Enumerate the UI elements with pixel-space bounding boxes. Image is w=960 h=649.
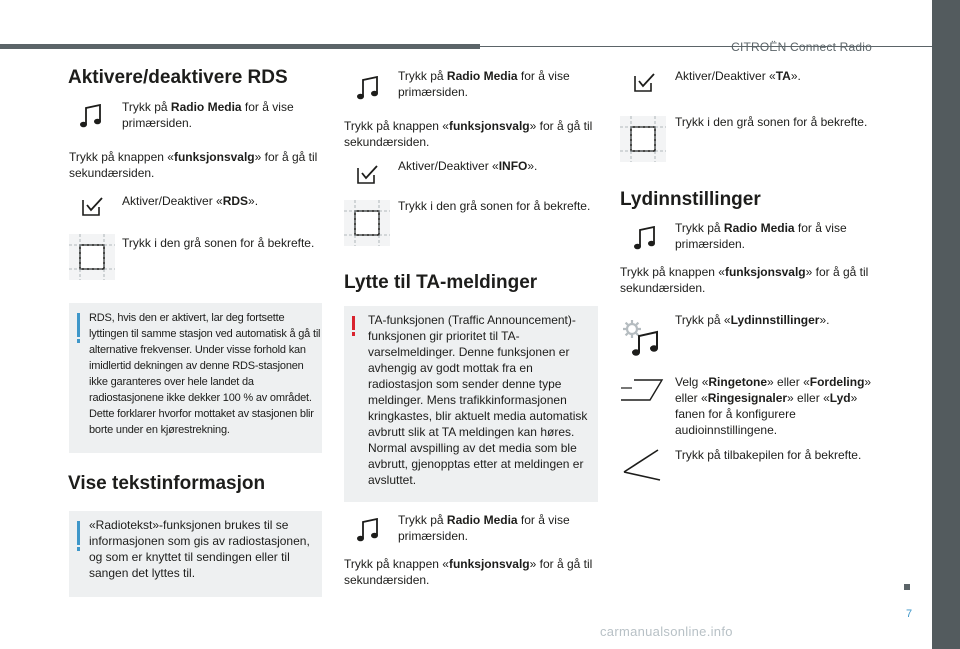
grey-zone-icon <box>620 116 666 162</box>
continue-marker <box>904 584 910 590</box>
step-radio-media: Trykk på Radio Media for å vise primærsiden. <box>122 100 294 130</box>
header-rule <box>0 44 480 49</box>
section-heading-ta: Lytte til TA-meldinger <box>344 272 538 293</box>
music-note-icon <box>355 518 381 544</box>
instruction-funksjonsvalg: Trykk på knappen «funksjonsvalg» for å gå til sekundærsiden. <box>69 150 318 180</box>
watermark-text: carmanualsonline.info <box>600 624 733 639</box>
radiotext-note <box>69 511 322 597</box>
step-audio-settings: Trykk på «Lydinnstillinger». <box>675 313 830 327</box>
step-confirm: Trykk i den grå sonen for å bekrefte. <box>675 115 868 129</box>
manual-title: CITROËN Connect Radio <box>731 40 872 54</box>
music-note-icon <box>78 104 104 130</box>
radiotext-note-text: «Radiotekst»-funksjonen brukes til se informasjonen som gis av radiostasjonen, og som er knyttet til sendingen eller til sangen det lyttes til. <box>89 518 310 580</box>
ta-note-text: TA-funksjonen (Traffic Announcement)-funksjonen gir prioritet til TA-varselmeldinger. Denne funksjonen er avhengig av godt mottak fra en radiostasjon som sender denne type meldinger. Mens trafikkinformasjonen kringkastes, blir aktuelt media automatisk avbrutt slik at TA meldingen kan høres. Normal avspilling av det media som ble avbrutt, gjenopptas etter at meldingen er avsluttet. <box>368 313 588 487</box>
step-toggle-info: Aktiver/Deaktiver «INFO». <box>398 159 538 173</box>
info-marker <box>77 313 80 337</box>
instruction-funksjonsvalg: Trykk på knappen «funksjonsvalg» for å gå til sekundærsiden. <box>620 265 869 295</box>
music-note-icon <box>632 226 658 252</box>
step-radio-media: Trykk på Radio Media for å vise primærsiden. <box>675 221 847 251</box>
grey-zone-icon <box>69 234 115 280</box>
step-toggle-rds: Aktiver/Deaktiver «RDS». <box>122 194 259 208</box>
section-heading-text-info: Vise tekstinformasjon <box>68 473 266 494</box>
step-toggle-ta: Aktiver/Deaktiver «TA». <box>675 69 801 83</box>
grey-zone-icon <box>344 200 390 246</box>
music-note-icon <box>355 76 381 102</box>
step-confirm: Trykk i den grå sonen for å bekrefte. <box>122 236 315 250</box>
ta-warning-note <box>344 306 598 502</box>
instruction-funksjonsvalg: Trykk på knappen «funksjonsvalg» for å gå til sekundærsiden. <box>344 557 593 587</box>
settings-music-icon <box>621 318 661 358</box>
checkbox-checked-icon <box>357 164 379 184</box>
step-select-tab: Velg «Ringetone» eller «Fordeling» eller «Ringesignaler» eller «Lyd» fanen for å konfigurere audioinnstillingene. <box>675 375 872 437</box>
side-tab <box>932 0 960 649</box>
step-radio-media: Trykk på Radio Media for å vise primærsiden. <box>398 69 570 99</box>
section-heading-audio: Lydinnstillinger <box>620 189 761 210</box>
page-number: 7 <box>906 608 913 620</box>
rds-info-note <box>69 303 322 453</box>
step-radio-media: Trykk på Radio Media for å vise primærsiden. <box>398 513 570 543</box>
step-confirm: Trykk i den grå sonen for å bekrefte. <box>398 199 591 213</box>
rds-note-text: RDS, hvis den er aktivert, lar deg fortsette lyttingen til samme stasjon ved automatisk å gå til alternative frekvenser. Under visse forhold kan imidlertid dekningen av denne RDS-stasjonen ikke garanteres over hele landet da radiostasjonene ikke dekker 100 % av området. Dette forklarer hvorfor mottaket av stasjonen blir borte under en kjørestrekning. <box>89 312 321 436</box>
step-back-confirm: Trykk på tilbakepilen for å bekrefte. <box>675 448 862 462</box>
tab-icon <box>620 378 664 402</box>
checkbox-checked-icon <box>634 72 656 92</box>
warning-marker <box>352 316 355 330</box>
checkbox-checked-icon <box>82 196 104 216</box>
back-arrow-icon <box>622 448 662 482</box>
section-heading-rds: Aktivere/deaktivere RDS <box>68 67 288 88</box>
info-marker <box>77 521 80 545</box>
instruction-funksjonsvalg: Trykk på knappen «funksjonsvalg» for å gå til sekundærsiden. <box>344 119 593 149</box>
